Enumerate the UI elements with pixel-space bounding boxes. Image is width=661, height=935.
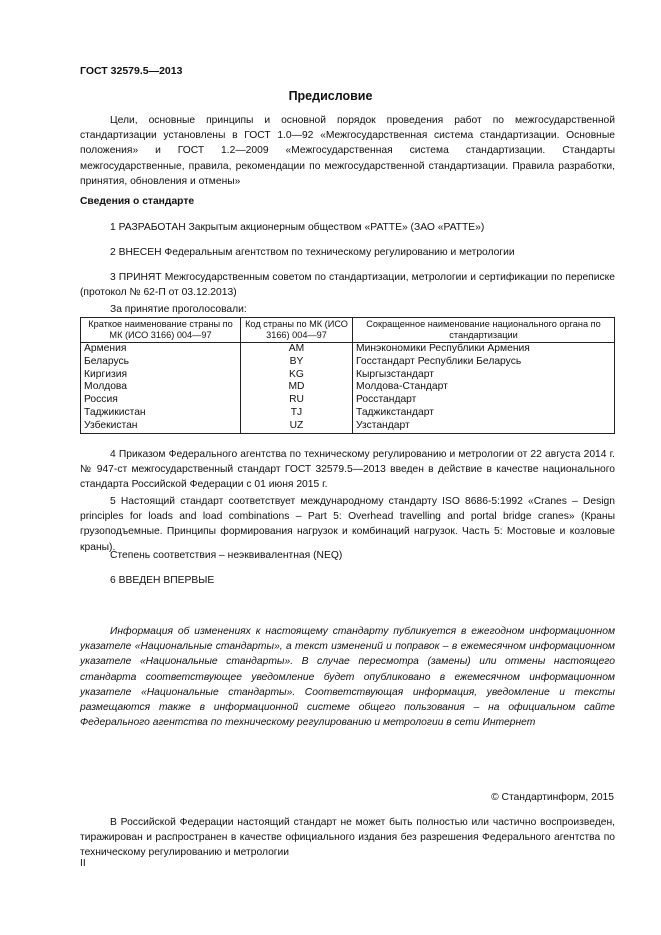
item-3 <box>80 270 615 300</box>
table-row <box>81 381 615 394</box>
country-cell: Армения <box>81 343 241 356</box>
country-cell: Узбекистан <box>81 420 241 433</box>
intro-text: Цели, основные принципы и основной порядок проведения работ по межгосударственной стандартизации установлены в ГОСТ 1.0—92 «Межгосударственная система стандартизации. Основные положения» и ГОСТ 1.2—2009 «Межгосударственная система стандартизации. Стандарты межгосударственные, правила, рекомендации по межгосударственной стандартизации. Правила разработки, принятия, обновления и отмены» <box>80 115 615 187</box>
country-cell: Молдова <box>81 381 241 394</box>
table-row <box>81 356 615 369</box>
table-row <box>81 407 615 420</box>
vote-caption-text: За принятие проголосовали: <box>110 304 247 315</box>
table-header-row <box>81 318 615 343</box>
legal-notice-text: В Российской Федерации настоящий стандарт не может быть полностью или частично воспроизведен, тиражирован и распространен в качестве официального издания без разрешения Федерального агентства по техническому регулированию и метрологии <box>80 817 615 859</box>
code-cell: UZ <box>241 420 353 433</box>
table-header-country: Краткое наименование страны по МК (ИСО 3166) 004—97 <box>81 318 241 343</box>
item-4-text: 4 Приказом Федерального агентства по техническому регулированию и метрологии от 22 августа 2014 г. № 947-ст межгосударственный стандарт ГОСТ 32579.5—2013 введен в действие в качестве национального стандарта Российской Федерации с 01 июня 2015 г. <box>80 449 615 491</box>
body-cell: Росстандарт <box>353 394 615 407</box>
code-cell: AM <box>241 343 353 356</box>
item-5-text: 5 Настоящий стандарт соответствует международному стандарту ISO 8686-5:1992 «Cranes – Design principles for loads and load combinations – Part 5: Overhead travelling and portal bridge cranes» (Краны грузоподъемные. Принципы формирования нагрузок и комбинаций нагрузок. Часть 5: Мостовые и козловые краны). <box>80 496 615 553</box>
body-cell: Кыргызстандарт <box>353 369 615 382</box>
item-2-text: 2 ВНЕСЕН Федеральным агентством по техническому регулированию и метрологии <box>110 247 515 258</box>
intro-paragraph <box>80 113 615 189</box>
country-cell: Киргизия <box>81 369 241 382</box>
item-1-text: 1 РАЗРАБОТАН Закрытым акционерным обществом «РАТТЕ» (ЗАО «РАТТЕ») <box>110 222 485 233</box>
item-3-text: 3 ПРИНЯТ Межгосударственным советом по стандартизации, метрологии и сертификации по переписке (протокол № 62-П от 03.12.2013) <box>80 272 615 299</box>
page-title: Предисловие <box>288 89 373 103</box>
body-cell: Госстандарт Республики Беларусь <box>353 356 615 369</box>
vote-caption <box>80 302 615 317</box>
item-5 <box>80 494 615 555</box>
page-number: II <box>80 858 86 869</box>
table-header-code: Код страны по МК (ИСО 3166) 004—97 <box>241 318 353 343</box>
body-cell: Узстандарт <box>353 420 615 433</box>
body-cell: Таджикстандарт <box>353 407 615 420</box>
info-notice <box>80 624 615 730</box>
code-cell: MD <box>241 381 353 394</box>
table-row <box>81 394 615 407</box>
country-cell: Таджикистан <box>81 407 241 420</box>
body-cell: Молдова-Стандарт <box>353 381 615 394</box>
table-row <box>81 420 615 433</box>
item-4 <box>80 447 615 493</box>
info-notice-text: Информация об изменениях к настоящему стандарту публикуется в ежегодном информационном указателе «Национальные стандарты», а текст изменений и поправок – в ежемесячном информационном указателе «Национальные стандарты». В случае пересмотра (замены) или отмены настоящего стандарта соответствующее уведомление будет опубликовано в ежемесячном информационном указателе «Национальные стандарты». Соответствующая информация, уведомление и тексты размещаются также в информационной системе общего пользования – на официальном сайте Федерального агентства по техническому регулированию и метрологии в сети Интернет <box>80 626 615 729</box>
item-2 <box>80 245 615 260</box>
body-cell: Минэкономики Республики Армения <box>353 343 615 356</box>
table-row <box>81 369 615 382</box>
item-6 <box>80 573 615 588</box>
voting-table <box>80 317 615 434</box>
code-cell: RU <box>241 394 353 407</box>
legal-notice <box>80 815 615 861</box>
section-heading: Сведения о стандарте <box>80 196 195 207</box>
table-row <box>81 343 615 356</box>
table-header-body: Сокращенное наименование национального органа по стандартизации <box>353 318 615 343</box>
standard-designation: ГОСТ 32579.5—2013 <box>80 65 183 77</box>
country-cell: Россия <box>81 394 241 407</box>
item-5-degree-text: Степень соответствия – неэквивалентная (NEQ) <box>110 550 343 561</box>
item-5-degree <box>80 548 615 563</box>
item-1 <box>80 220 615 235</box>
code-cell: BY <box>241 356 353 369</box>
copyright: © Стандартинформ, 2015 <box>491 792 614 803</box>
code-cell: KG <box>241 369 353 382</box>
country-cell: Беларусь <box>81 356 241 369</box>
item-6-text: 6 ВВЕДЕН ВПЕРВЫЕ <box>110 575 215 586</box>
code-cell: TJ <box>241 407 353 420</box>
